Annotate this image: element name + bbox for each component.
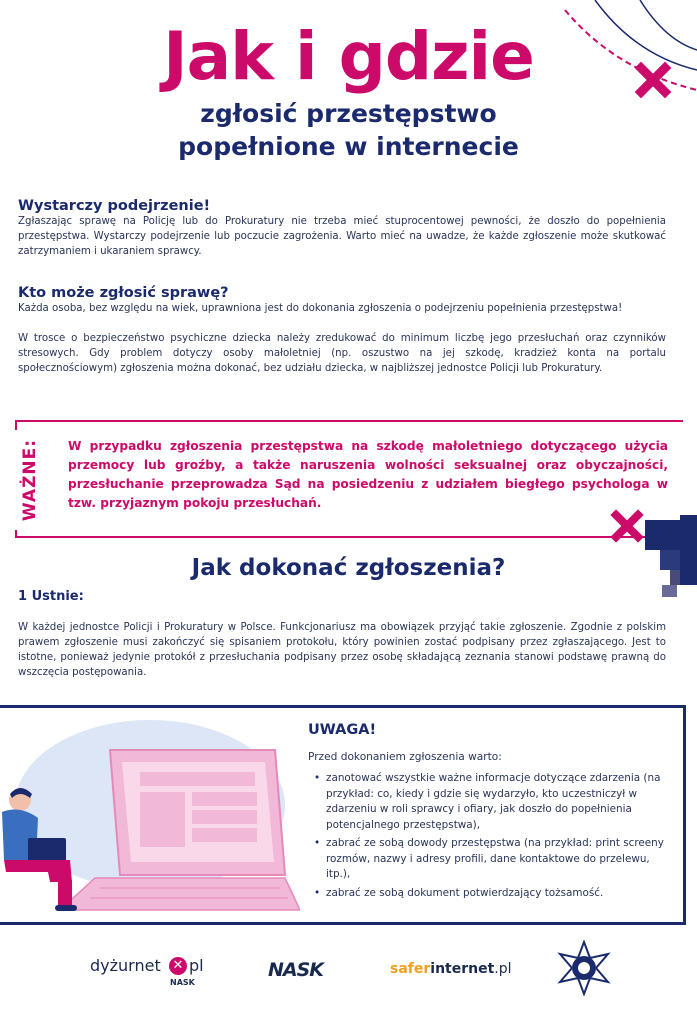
list-item: • zanotować wszystkie ważne informacje dotyczące zdarzenia (na przykład: co, kiedy i gdzie się wydarzyło, kto uczestniczył w zdarzeniu w roli sprawcy i ofiary, jak doszło do popełnienia potencjalnego przestępstwa),: [308, 771, 668, 833]
section-suspicion: [18, 198, 666, 259]
section-subheading: 1 Ustnie:: [18, 589, 84, 604]
section-heading: Kto może zgłosić sprawę?: [18, 285, 229, 301]
important-label-text: WAŻNE:: [20, 438, 40, 522]
x-mark-icon: [616, 515, 638, 537]
how-to-report-heading: Jak dokonać zgłoszenia?: [191, 555, 506, 581]
logo-dyzurnet: dyżurnet ✕ pl NASK: [90, 956, 204, 987]
section-orally-text: [18, 620, 666, 680]
laptop-person-illustration: [0, 710, 300, 922]
page-subtitle-line1: zgłosić przestępstwo: [200, 99, 497, 128]
important-label: [13, 430, 47, 530]
section-who-can-report: [18, 285, 666, 376]
logo-saferinternet: saferinternet.pl: [390, 961, 512, 977]
list-item: • zabrać ze sobą dowody przestępstwa (na przykład: print screeny rozmów, nazwy i adresy profili, dane kontaktowe do przelewu, itp.),: [308, 836, 668, 883]
page-title: Jak i gdzie: [163, 18, 534, 95]
uwaga-list: [308, 771, 668, 904]
list-item: • zabrać ze sobą dokument potwierdzający tożsamość.: [308, 886, 668, 902]
uwaga-intro: Przed dokonaniem zgłoszenia warto:: [308, 751, 502, 763]
section-orally: [18, 589, 666, 604]
important-text: W przypadku zgłoszenia przestępstwa na szkodę małoletniego dotyczącego użycia przemocy lub groźby, a także naruszenia wolności seksualnej oraz obyczajności, przesłuchanie przeprowadza Sąd na posiedzeniu z udziałem biegłego psychologa w tzw. przyjaznym pokoju przesłuchań.: [68, 439, 668, 510]
section-text: Zgłaszając sprawę na Policję lub do Prokuratury nie trzeba mieć stuprocentowej pewności, że doszło do popełnienia przestępstwa. Wystarczy podejrzenie lub poczucie zagrożenia. Warto mieć na uwadze, że każde zgłoszenie może skutkować zatrzymaniem i ukaraniem sprawcy.: [18, 216, 666, 257]
section-text: W każdej jednostce Policji i Prokuratury w Polsce. Funkcjonariusz ma obowiązek przyjąć takie zgłoszenie. Zgodnie z polskim prawem zgłoszenie musi zakończyć się spisaniem protokołu, który powinien zostać podpisany przez zgłaszającego. Jest to istotne, ponieważ jedynie protokół z przesłuchania podpisany przez osobę składającą zeznania stanowi podstawę prawną do wszczęcia postępowania.: [18, 622, 666, 678]
section-heading: Wystarczy podejrzenie!: [18, 198, 211, 214]
uwaga-title: UWAGA!: [308, 722, 377, 738]
section-text: W trosce o bezpieczeństwo psychiczne dziecka należy zredukować do minimum liczbę jego przesłuchań oraz czynników stresowych. Gdy problem dotyczy osoby małoletniej (np. oszustwo na jej szkodę, kradzież konta na portalu społecznościowym) zgłoszenia można dokonać, bez udziału dziecka, w najbliższej jednostce Policji lub Prokuratury.: [18, 333, 666, 374]
x-mark-icon: ✕: [169, 957, 187, 975]
page-subtitle-line2: popełnione w internecie: [178, 132, 519, 161]
police-star-badge-icon: [556, 940, 612, 996]
section-text: Każda osoba, bez względu na wiek, uprawniona jest do dokonania zgłoszenia o podejrzeniu popełnienia przestępstwa!: [18, 303, 623, 314]
logo-nask: NASK: [268, 959, 324, 981]
